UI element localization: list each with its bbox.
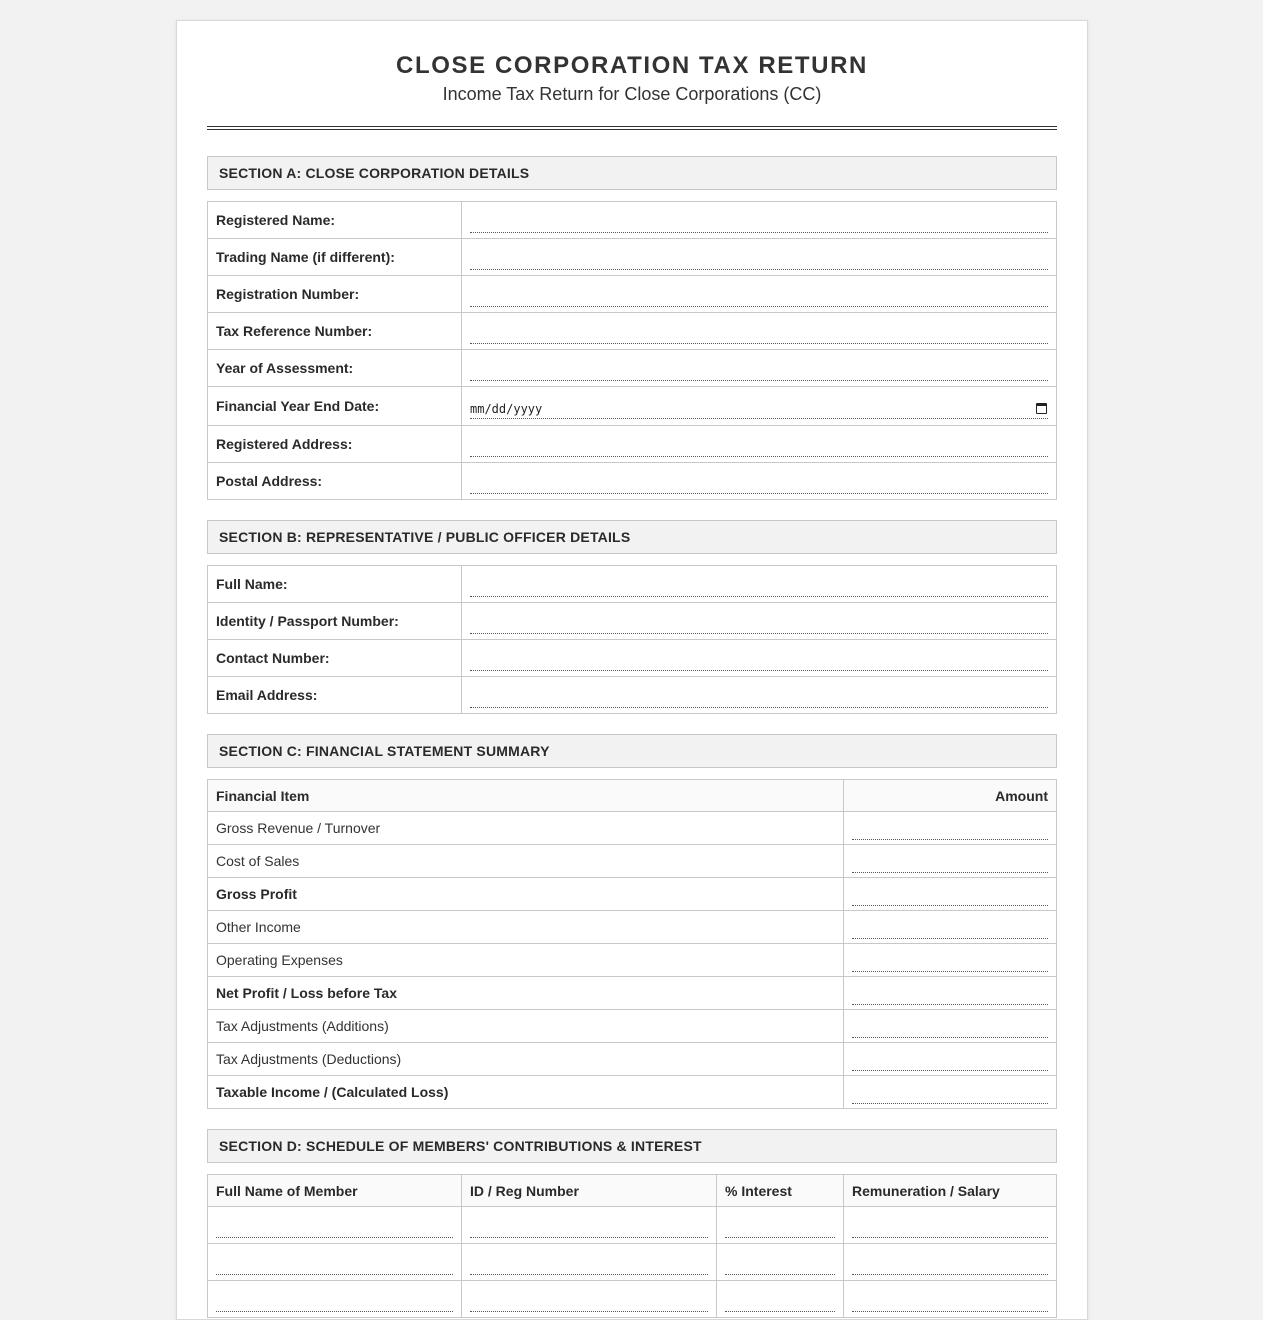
financial-item-label: Gross Revenue / Turnover [208,812,844,845]
amount-input[interactable] [852,987,1048,1005]
registered-address-input[interactable] [470,439,1048,457]
members-table [207,1174,1057,1318]
full-name-label: Full Name: [208,566,462,603]
identity-number-input[interactable] [470,616,1048,634]
financial-row [208,1043,1057,1076]
member-name-header: Full Name of Member [208,1175,462,1207]
tax-reference-number-label: Tax Reference Number: [208,313,462,350]
financial-summary-table [207,779,1057,1109]
contact-number-label: Contact Number: [208,640,462,677]
financial-item-label: Cost of Sales [208,845,844,878]
email-address-input[interactable] [470,690,1048,708]
financial-year-end-date-input[interactable] [470,399,1048,419]
amount-input[interactable] [852,921,1048,939]
form-header [207,21,1057,105]
financial-year-end-label: Financial Year End Date: [208,387,462,426]
trading-name-input[interactable] [470,252,1048,270]
postal-address-label: Postal Address: [208,463,462,500]
postal-address-input[interactable] [470,476,1048,494]
amount-input[interactable] [852,888,1048,906]
email-address-label: Email Address: [208,677,462,714]
financial-row [208,977,1057,1010]
form-subtitle: Income Tax Return for Close Corporations (CC) [442,84,822,104]
id-reg-number-input[interactable] [470,1294,708,1312]
amount-input[interactable] [852,1086,1048,1104]
interest-input[interactable] [725,1220,835,1238]
trading-name-label: Trading Name (if different): [208,239,462,276]
member-row [208,1281,1057,1318]
calendar-icon[interactable] [1036,403,1047,414]
year-of-assessment-label: Year of Assessment: [208,350,462,387]
financial-item-label: Other Income [208,911,844,944]
section-d-heading: SECTION D: SCHEDULE OF MEMBERS' CONTRIBUTIONS & INTEREST [207,1129,1057,1163]
form-title: CLOSE CORPORATION TAX RETURN [396,52,868,79]
financial-row [208,1010,1057,1043]
member-row [208,1244,1057,1281]
member-name-input[interactable] [216,1257,453,1275]
remuneration-input[interactable] [852,1220,1048,1238]
interest-input[interactable] [725,1257,835,1275]
section-a-table [207,201,1057,500]
registered-name-label: Registered Name: [208,202,462,239]
registration-number-input[interactable] [470,289,1048,307]
amount-header: Amount [844,780,1057,812]
financial-row [208,1076,1057,1109]
financial-row [208,911,1057,944]
member-name-input[interactable] [216,1220,453,1238]
tax-reference-number-input[interactable] [470,326,1048,344]
interest-input[interactable] [725,1294,835,1312]
id-reg-number-input[interactable] [470,1220,708,1238]
date-placeholder: mm/dd/yyyy [470,401,543,416]
financial-item-label: Gross Profit [208,878,844,911]
remuneration-input[interactable] [852,1294,1048,1312]
registered-address-label: Registered Address: [208,426,462,463]
header-divider [207,126,1057,130]
member-name-input[interactable] [216,1294,453,1312]
amount-input[interactable] [852,855,1048,873]
interest-header: % Interest [717,1175,844,1207]
remuneration-input[interactable] [852,1257,1048,1275]
registered-name-input[interactable] [470,215,1048,233]
financial-row [208,812,1057,845]
remuneration-header: Remuneration / Salary [844,1175,1057,1207]
member-row [208,1207,1057,1244]
section-c-heading: SECTION C: FINANCIAL STATEMENT SUMMARY [207,734,1057,768]
id-reg-number-header: ID / Reg Number [462,1175,717,1207]
financial-item-label: Net Profit / Loss before Tax [208,977,844,1010]
section-a-heading: SECTION A: CLOSE CORPORATION DETAILS [207,156,1057,190]
financial-row [208,878,1057,911]
financial-item-header: Financial Item [208,780,844,812]
financial-item-label: Taxable Income / (Calculated Loss) [208,1076,844,1109]
section-b-heading: SECTION B: REPRESENTATIVE / PUBLIC OFFICER DETAILS [207,520,1057,554]
amount-input[interactable] [852,822,1048,840]
financial-row [208,944,1057,977]
tax-return-form [176,20,1088,1320]
financial-item-label: Tax Adjustments (Additions) [208,1010,844,1043]
amount-input[interactable] [852,954,1048,972]
amount-input[interactable] [852,1053,1048,1071]
financial-item-label: Operating Expenses [208,944,844,977]
registration-number-label: Registration Number: [208,276,462,313]
section-b-table [207,565,1057,714]
amount-input[interactable] [852,1020,1048,1038]
financial-row [208,845,1057,878]
id-reg-number-input[interactable] [470,1257,708,1275]
full-name-input[interactable] [470,579,1048,597]
identity-number-label: Identity / Passport Number: [208,603,462,640]
year-of-assessment-input[interactable] [470,363,1048,381]
financial-item-label: Tax Adjustments (Deductions) [208,1043,844,1076]
contact-number-input[interactable] [470,653,1048,671]
